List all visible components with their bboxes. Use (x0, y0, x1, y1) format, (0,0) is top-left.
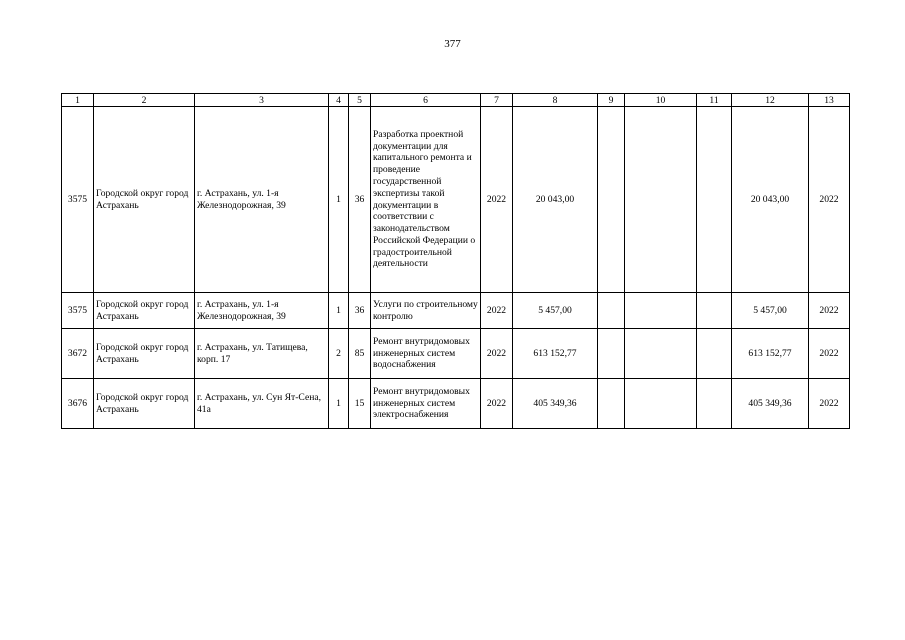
cell-col-9 (598, 379, 625, 429)
cell-municipality: Городской округ город Астрахань (94, 107, 195, 293)
cell-col-11 (697, 329, 732, 379)
cell-work-type: Услуги по строительному контролю (371, 293, 481, 329)
column-header: 10 (625, 94, 697, 107)
column-header: 1 (62, 94, 94, 107)
cell-col-10 (625, 107, 697, 293)
cell-record-number: 3575 (62, 107, 94, 293)
cell-cost-total: 20 043,00 (732, 107, 809, 293)
cell-col-9 (598, 107, 625, 293)
cell-record-number: 3676 (62, 379, 94, 429)
cell-col-10 (625, 293, 697, 329)
cell-address: г. Астрахань, ул. 1-я Железнодорожная, 39 (195, 293, 329, 329)
cell-cost: 5 457,00 (513, 293, 598, 329)
column-header: 9 (598, 94, 625, 107)
cell-year: 2022 (481, 379, 513, 429)
table-row (62, 107, 850, 293)
cell-col-4: 1 (329, 379, 349, 429)
cell-cost: 613 152,77 (513, 329, 598, 379)
cell-work-type: Ремонт внутридомовых инженерных систем электроснабжения (371, 379, 481, 429)
cell-address: г. Астрахань, ул. Сун Ят-Сена, 41а (195, 379, 329, 429)
column-header: 5 (349, 94, 371, 107)
table-row (62, 329, 850, 379)
cell-col-5: 15 (349, 379, 371, 429)
column-header: 13 (809, 94, 850, 107)
cell-cost-total: 613 152,77 (732, 329, 809, 379)
cell-year: 2022 (481, 293, 513, 329)
cell-cost-total: 5 457,00 (732, 293, 809, 329)
cell-record-number: 3672 (62, 329, 94, 379)
cell-col-4: 2 (329, 329, 349, 379)
column-header: 8 (513, 94, 598, 107)
cell-record-number: 3575 (62, 293, 94, 329)
column-header: 7 (481, 94, 513, 107)
cell-address: г. Астрахань, ул. Татищева, корп. 17 (195, 329, 329, 379)
cell-cost: 20 043,00 (513, 107, 598, 293)
table-header-row (62, 94, 850, 107)
cell-col-9 (598, 293, 625, 329)
cell-municipality: Городской округ город Астрахань (94, 293, 195, 329)
cell-year: 2022 (481, 329, 513, 379)
column-header: 6 (371, 94, 481, 107)
cell-year-end: 2022 (809, 293, 850, 329)
cell-col-4: 1 (329, 293, 349, 329)
cell-col-10 (625, 379, 697, 429)
cell-col-4: 1 (329, 107, 349, 293)
cell-col-11 (697, 379, 732, 429)
column-header: 2 (94, 94, 195, 107)
column-header: 4 (329, 94, 349, 107)
column-header: 3 (195, 94, 329, 107)
cell-work-type: Ремонт внутридомовых инженерных систем водоснабжения (371, 329, 481, 379)
cell-col-9 (598, 329, 625, 379)
cell-cost-total: 405 349,36 (732, 379, 809, 429)
cell-col-11 (697, 107, 732, 293)
cell-col-5: 85 (349, 329, 371, 379)
registry-table (61, 93, 850, 429)
cell-year-end: 2022 (809, 329, 850, 379)
cell-col-5: 36 (349, 107, 371, 293)
cell-municipality: Городской округ город Астрахань (94, 379, 195, 429)
cell-cost: 405 349,36 (513, 379, 598, 429)
column-header: 12 (732, 94, 809, 107)
cell-col-5: 36 (349, 293, 371, 329)
table-row (62, 293, 850, 329)
cell-year-end: 2022 (809, 107, 850, 293)
column-header: 11 (697, 94, 732, 107)
cell-municipality: Городской округ город Астрахань (94, 329, 195, 379)
cell-col-10 (625, 329, 697, 379)
cell-year: 2022 (481, 107, 513, 293)
cell-address: г. Астрахань, ул. 1-я Железнодорожная, 39 (195, 107, 329, 293)
page-number: 377 (444, 38, 461, 50)
table-row (62, 379, 850, 429)
cell-col-11 (697, 293, 732, 329)
cell-year-end: 2022 (809, 379, 850, 429)
cell-work-type: Разработка проектной документации для капитального ремонта и проведение государственной экспертизы такой документации в соответствии с законодательством Российской Федерации о градостроительной деятельности (371, 107, 481, 293)
